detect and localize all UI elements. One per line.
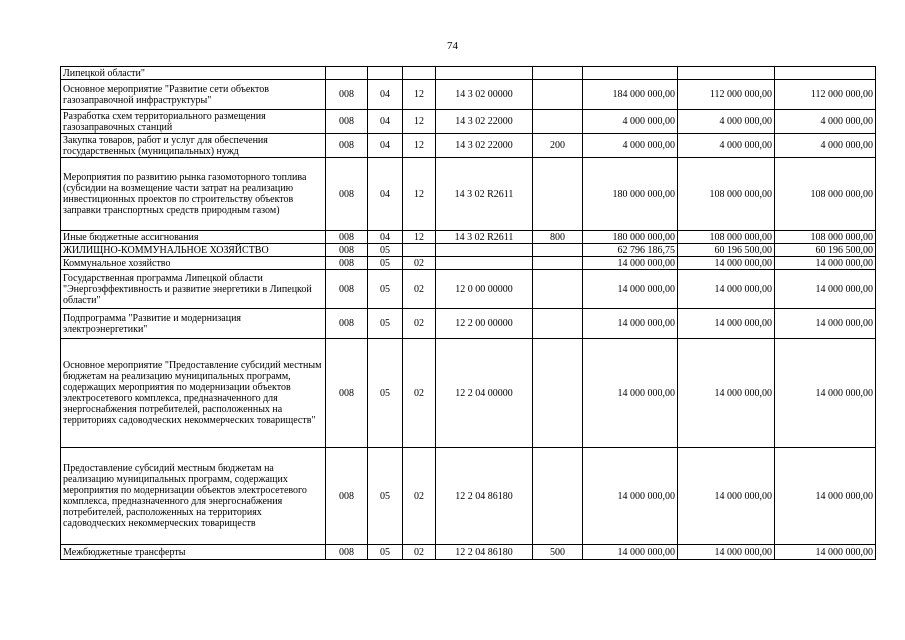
row-section: 05 [368,244,403,257]
row-amount-2: 4 000 000,00 [678,110,775,134]
row-amount-1: 14 000 000,00 [583,545,678,560]
row-expense-type [533,158,583,231]
budget-table [60,66,876,560]
row-name: Закупка товаров, работ и услуг для обеспечения государственных (муниципальных) нужд [61,134,326,158]
row-name: Межбюджетные трансферты [61,545,326,560]
row-name: Основное мероприятие "Предоставление субсидий местным бюджетам на реализацию муниципальных программ, содержащих мероприятия по модернизации объектов электросетевого комплекса, предназначенного для энергоснабжения потребителей, расположенных на территориях садоводческих некоммерческих товариществ" [61,339,326,448]
row-section: 05 [368,448,403,545]
row-section: 05 [368,339,403,448]
table-row [61,257,876,270]
row-ved [326,67,368,80]
row-section: 05 [368,545,403,560]
row-amount-1: 180 000 000,00 [583,231,678,244]
row-amount-3: 108 000 000,00 [775,231,876,244]
row-target-article: 12 2 04 00000 [436,339,533,448]
row-section: 05 [368,309,403,339]
row-subsection: 02 [403,545,436,560]
row-amount-1: 14 000 000,00 [583,257,678,270]
row-expense-type [533,270,583,309]
row-target-article: 12 0 00 00000 [436,270,533,309]
row-target-article [436,257,533,270]
row-amount-2: 14 000 000,00 [678,257,775,270]
row-subsection [403,244,436,257]
row-amount-2: 14 000 000,00 [678,448,775,545]
row-amount-1: 14 000 000,00 [583,339,678,448]
row-amount-1: 4 000 000,00 [583,110,678,134]
row-amount-3: 4 000 000,00 [775,110,876,134]
row-subsection: 12 [403,134,436,158]
row-expense-type [533,257,583,270]
page-number: 74 [447,40,458,52]
row-name: Подпрограмма "Развитие и модернизация электроэнергетики" [61,309,326,339]
row-subsection: 02 [403,309,436,339]
table-row [61,134,876,158]
row-amount-3: 60 196 500,00 [775,244,876,257]
table-row [61,339,876,448]
row-amount-2: 4 000 000,00 [678,134,775,158]
row-target-article: 14 3 02 22000 [436,134,533,158]
table-row [61,309,876,339]
row-ved: 008 [326,270,368,309]
row-name: Липецкой области" [61,67,326,80]
row-amount-2: 14 000 000,00 [678,309,775,339]
row-amount-2: 108 000 000,00 [678,158,775,231]
row-ved: 008 [326,339,368,448]
row-ved: 008 [326,309,368,339]
row-subsection: 02 [403,448,436,545]
row-ved: 008 [326,80,368,110]
row-subsection: 02 [403,257,436,270]
table-row [61,110,876,134]
row-amount-2: 60 196 500,00 [678,244,775,257]
row-name: Государственная программа Липецкой области "Энергоэффективность и развитие энергетики в Липецкой области" [61,270,326,309]
row-subsection: 12 [403,158,436,231]
row-expense-type: 200 [533,134,583,158]
row-ved: 008 [326,257,368,270]
row-subsection: 12 [403,231,436,244]
row-amount-3: 14 000 000,00 [775,257,876,270]
row-amount-1: 62 796 186,75 [583,244,678,257]
row-target-article: 12 2 04 86180 [436,448,533,545]
row-amount-3: 112 000 000,00 [775,80,876,110]
row-amount-2: 108 000 000,00 [678,231,775,244]
table-row [61,80,876,110]
table-row [61,67,876,80]
row-expense-type [533,110,583,134]
row-section: 04 [368,110,403,134]
row-expense-type: 500 [533,545,583,560]
table-row [61,545,876,560]
row-subsection: 02 [403,270,436,309]
row-target-article [436,244,533,257]
row-ved: 008 [326,545,368,560]
row-amount-2: 14 000 000,00 [678,545,775,560]
row-expense-type [533,339,583,448]
row-expense-type [533,80,583,110]
row-amount-3 [775,67,876,80]
row-ved: 008 [326,134,368,158]
row-amount-1: 14 000 000,00 [583,309,678,339]
row-target-article: 14 3 02 00000 [436,80,533,110]
row-amount-3: 4 000 000,00 [775,134,876,158]
row-amount-3: 14 000 000,00 [775,339,876,448]
row-amount-3: 108 000 000,00 [775,158,876,231]
row-amount-1 [583,67,678,80]
row-amount-1: 4 000 000,00 [583,134,678,158]
table-row [61,158,876,231]
row-subsection [403,67,436,80]
row-amount-1: 14 000 000,00 [583,448,678,545]
row-name: Коммунальное хозяйство [61,257,326,270]
row-target-article: 14 3 02 R2611 [436,231,533,244]
row-name: Предоставление субсидий местным бюджетам на реализацию муниципальных программ, содержащих мероприятия по модернизации объектов электросетевого комплекса, предназначенного для энергоснабжения потребителей, расположенных на территориях садоводческих некоммерческих товариществ [61,448,326,545]
row-expense-type [533,309,583,339]
row-amount-3: 14 000 000,00 [775,309,876,339]
row-expense-type [533,67,583,80]
row-amount-3: 14 000 000,00 [775,448,876,545]
row-name: Мероприятия по развитию рынка газомоторного топлива (субсидии на возмещение части затрат на реализацию инвестиционных проектов по строительству объектов заправки транспортных средств природным газом) [61,158,326,231]
row-section [368,67,403,80]
row-name: Иные бюджетные ассигнования [61,231,326,244]
row-ved: 008 [326,231,368,244]
table-row [61,448,876,545]
row-amount-2: 14 000 000,00 [678,339,775,448]
row-name: ЖИЛИЩНО-КОММУНАЛЬНОЕ ХОЗЯЙСТВО [61,244,326,257]
row-name: Разработка схем территориального размещения газозаправочных станций [61,110,326,134]
table-row [61,244,876,257]
row-amount-3: 14 000 000,00 [775,545,876,560]
row-section: 04 [368,134,403,158]
row-section: 04 [368,231,403,244]
row-amount-1: 14 000 000,00 [583,270,678,309]
row-target-article: 14 3 02 22000 [436,110,533,134]
row-section: 04 [368,80,403,110]
row-section: 05 [368,270,403,309]
row-amount-2: 14 000 000,00 [678,270,775,309]
row-target-article: 12 2 04 86180 [436,545,533,560]
row-ved: 008 [326,158,368,231]
table-row [61,270,876,309]
table-row [61,231,876,244]
row-amount-1: 180 000 000,00 [583,158,678,231]
row-subsection: 12 [403,110,436,134]
row-ved: 008 [326,448,368,545]
row-amount-3: 14 000 000,00 [775,270,876,309]
row-target-article: 14 3 02 R2611 [436,158,533,231]
row-section: 05 [368,257,403,270]
row-subsection: 12 [403,80,436,110]
row-name: Основное мероприятие "Развитие сети объектов газозаправочной инфраструктуры" [61,80,326,110]
row-section: 04 [368,158,403,231]
row-ved: 008 [326,110,368,134]
row-expense-type [533,448,583,545]
row-amount-1: 184 000 000,00 [583,80,678,110]
row-amount-2: 112 000 000,00 [678,80,775,110]
row-expense-type: 800 [533,231,583,244]
row-subsection: 02 [403,339,436,448]
row-expense-type [533,244,583,257]
row-target-article: 12 2 00 00000 [436,309,533,339]
row-amount-2 [678,67,775,80]
row-target-article [436,67,533,80]
row-ved: 008 [326,244,368,257]
